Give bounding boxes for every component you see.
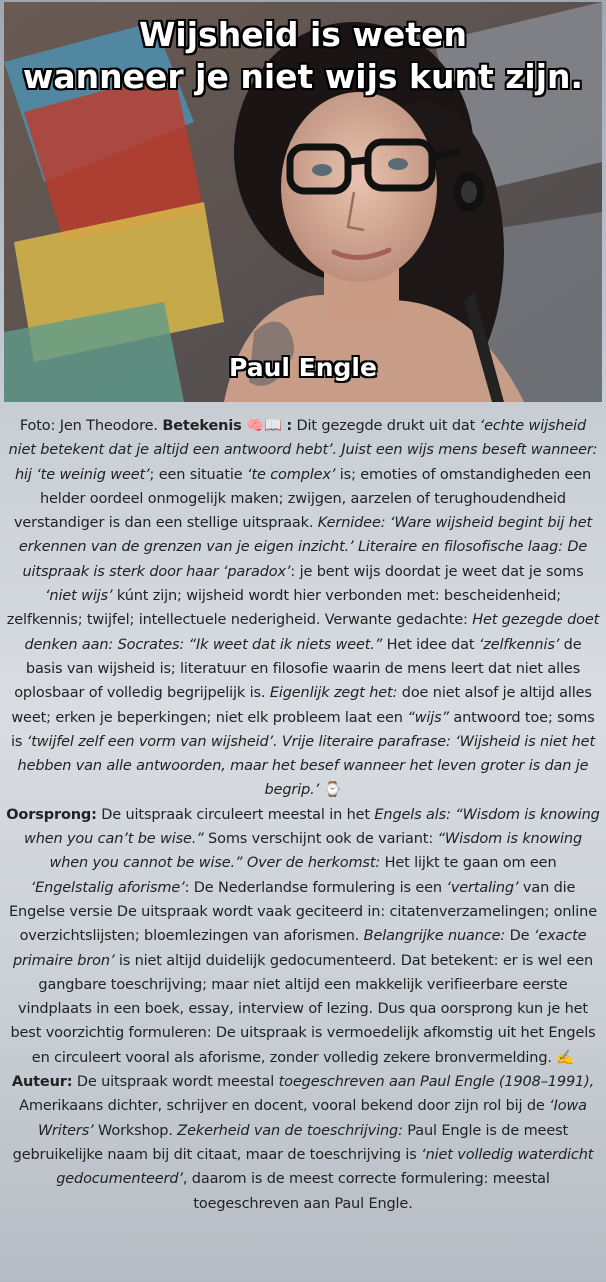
text-run: Foto: Jen Theodore.	[19, 418, 163, 434]
italic-run: ‘Iowa Writers’	[37, 1098, 587, 1139]
text-run: De	[505, 928, 534, 945]
brain-book-emoji: 🧠📖	[241, 418, 287, 434]
italic-run: ‘niet wijs’	[44, 588, 113, 605]
colon: :	[286, 418, 293, 434]
text-run: Amerikaans dichter, schrijver en docent, vooral bekend door zijn rol bij de	[19, 1098, 550, 1115]
italic-run: Eigenlijk zegt het:	[269, 685, 398, 702]
italic-run: ‘Engelstalig aforisme’	[30, 879, 185, 896]
italic-run: Belangrijke nuance:	[363, 928, 506, 945]
italic-run: “wijs”	[407, 709, 449, 726]
text-run: , daarom is de meest correcte formulering: meestal toegeschreven aan Paul Engle.	[182, 1171, 550, 1212]
writing-hand-emoji: ✍️	[556, 1049, 575, 1066]
italic-run: Kernidee: ‘Ware wijsheid begint bij het erkennen van de grenzen van je eigen inzicht.’ Literaire en filosofische laag: De uitspraak is sterk door haar ‘paradox’	[18, 515, 593, 580]
italic-run: ‘echte wijsheid niet betekent dat je altijd een antwoord hebt’. Juist een wijs mens beseft wanneer: hij ‘te weinig weet’	[8, 418, 598, 483]
italic-run: Zekerheid van de toeschrijving:	[177, 1122, 403, 1139]
text-run: de basis van wijsheid is; literatuur en filosofie waarin de mens leert dat niet alles oplosbaar of volledig begrijpelijk is.	[14, 636, 582, 702]
italic-run: Het gezegde doet denken aan: Socrates: “Ik weet dat ik niets weet.”	[24, 612, 600, 653]
paragraph-auteur	[6, 1070, 600, 1216]
text-run: kúnt zijn; wijsheid wordt hier verbonden met: bescheidenheid; zelfkennis; twijfel; intellectuele nederigheid. Verwante gedachte:	[6, 588, 562, 629]
italic-run: toegeschreven aan Paul Engle (1908–1991),	[278, 1074, 595, 1091]
article-text	[6, 414, 600, 1216]
italic-run: ‘niet volledig waterdicht gedocumenteerd’	[56, 1146, 594, 1188]
paragraph-betekenis	[6, 414, 600, 803]
text-run: : je bent wijs doordat je weet dat je soms	[290, 563, 584, 580]
text-run: Soms verschijnt ook de variant:	[203, 831, 438, 848]
italic-run: “Wisdom is knowing when you cannot be wise.” Over de herkomst:	[49, 831, 583, 872]
text-run: is; emoties of omstandigheden een helder oordeel onmogelijk maken; zwijgen, aarzelen of terughoudendheid verstandiger is dan een stellige uitspraak.	[13, 466, 592, 532]
text-run: De uitspraak wordt meestal	[72, 1074, 279, 1091]
text-run: Het lijkt te gaan om een	[380, 855, 557, 872]
italic-run: ‘te complex’	[246, 466, 336, 483]
text-run: Het idee dat	[382, 636, 479, 653]
text-run: Dit gezegde drukt uit dat	[292, 418, 480, 434]
paragraph-oorsprong	[6, 803, 600, 1070]
clock-emoji: ⌚	[319, 782, 342, 799]
author-caption: Paul Engle	[229, 353, 377, 382]
text-run: Workshop.	[93, 1122, 178, 1139]
text-run: doe niet alsof je altijd alles weet; erken je beperkingen; niet elk probleem laat een	[11, 685, 592, 726]
text-run: Paul Engle is de meest gebruikelijke naam bij dit citaat, maar de toeschrijving is	[12, 1122, 569, 1163]
quote-line-1: Wijsheid is weten	[139, 15, 467, 54]
italic-run: ‘exacte primaire bron’	[12, 928, 587, 969]
italic-run: ‘zelfkennis’	[478, 636, 560, 653]
heading-auteur: Auteur:	[11, 1074, 73, 1091]
text-run: ; een situatie	[149, 466, 247, 483]
italic-run: ‘twijfel zelf een vorm van wijsheid’. Vrije literaire parafrase: ‘Wijsheid is niet het hebben van alle antwoorden, maar het besef wanneer het leven groter is dan je begrip.’	[17, 733, 595, 799]
heading-betekenis: Betekenis	[162, 418, 242, 434]
portrait-photo	[4, 2, 602, 402]
text-run: : De Nederlandse formulering is een	[184, 879, 447, 896]
text-run: van die Engelse versie De uitspraak wordt vaak geciteerd in: citatenverzamelingen; online overzichtslijsten; bloemlezingen van aforismen.	[9, 879, 597, 945]
heading-oorsprong: Oorsprong:	[6, 806, 97, 823]
text-run: De uitspraak circuleert meestal in het	[96, 806, 375, 823]
text-run: antwoord toe; soms is	[11, 709, 595, 750]
quote-line-2: wanneer je niet wijs kunt zijn.	[22, 57, 584, 96]
text-run: is niet altijd duidelijk gedocumenteerd. Dat betekent: er is wel een gangbare toeschrijving; maar niet altijd een makkelijk verifieerbare eerste vindplaats in een boek, essay, interview of lezing. Dus qua oorsprong kun je het best voorzichtig formuleren: De uitspraak is vermoedelijk afkomstig uit het Engels en circuleert vooral als aforisme, zonder volledig zekere bronvermelding.	[10, 952, 596, 1066]
italic-run: Engels als: “Wisdom is knowing when you can’t be wise.”	[23, 806, 600, 848]
italic-run: ‘vertaling’	[446, 879, 519, 896]
